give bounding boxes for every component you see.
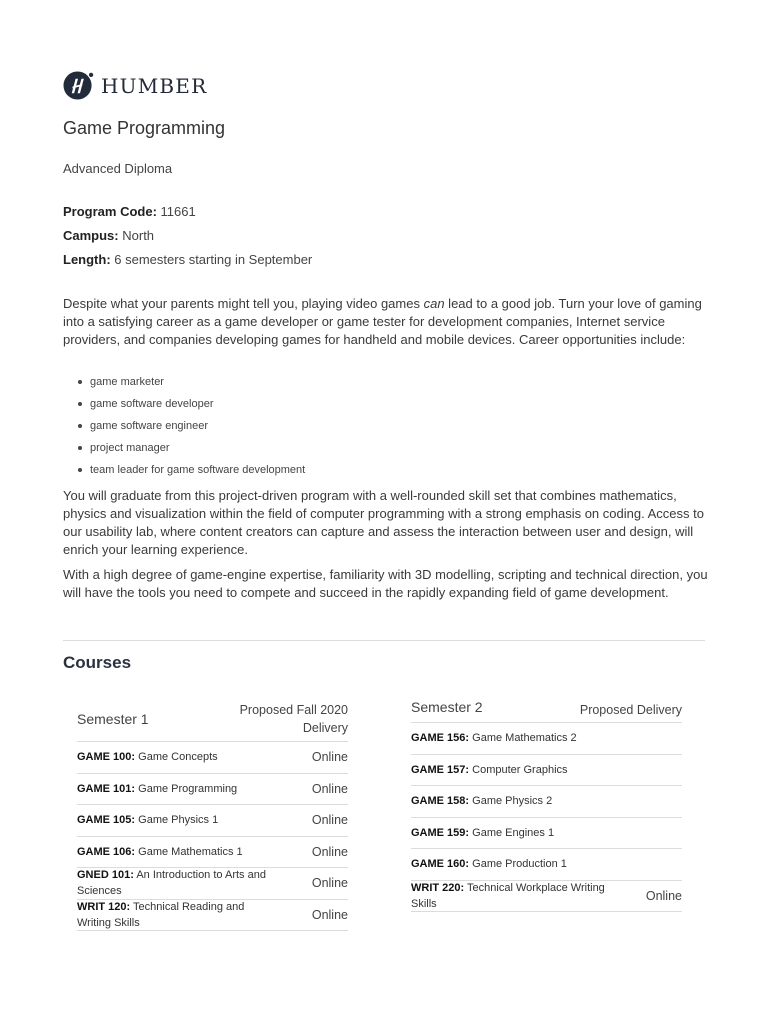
course-code: GAME 105:	[77, 814, 136, 827]
course-name: Game Engines 1	[472, 826, 555, 839]
course-name: Technical Workplace Writing Skills	[411, 881, 605, 910]
course-cell	[77, 781, 237, 797]
course-code: GAME 160:	[411, 858, 470, 871]
table-row	[77, 837, 348, 869]
course-code: WRIT 120:	[77, 900, 131, 913]
semester-2-name: Semester 2	[411, 699, 483, 715]
intro-text-end: lead to a good job. Turn your love of gaming into a satisfying career as a game developer or game tester for development companies, Internet service providers, and companies developing games for handheld and mobile devices. Career opportunities include:	[63, 296, 702, 347]
course-cell	[411, 880, 626, 912]
course-cell	[77, 867, 282, 899]
program-code-label: Program Code:	[63, 204, 157, 219]
course-code: GAME 159:	[411, 826, 470, 839]
course-delivery: Online	[311, 781, 348, 796]
course-name: Game Programming	[138, 782, 238, 795]
course-cell	[411, 730, 577, 746]
humber-logo	[63, 70, 207, 101]
course-delivery: Online	[645, 888, 682, 903]
program-campus	[63, 228, 154, 243]
course-cell	[77, 844, 243, 860]
list-item: team leader for game software development	[78, 461, 305, 483]
table-row	[77, 805, 348, 837]
semester-1-delivery-header: Proposed Fall 2020 Delivery	[239, 703, 348, 735]
course-name: Game Physics 1	[138, 814, 219, 827]
table-row	[411, 755, 682, 787]
semester-2-table	[411, 692, 682, 912]
program-length-value: 6 semesters starting in September	[114, 252, 313, 267]
course-code: WRIT 220:	[411, 881, 465, 894]
intro-emphasis: can	[423, 296, 445, 311]
semester-1-header	[77, 697, 348, 742]
table-row	[411, 849, 682, 881]
table-row	[77, 742, 348, 774]
course-delivery: Online	[311, 876, 348, 891]
course-cell	[411, 793, 552, 809]
semester-1-table	[77, 697, 348, 931]
table-row	[411, 881, 682, 913]
course-name: An Introduction to Arts and Sciences	[77, 869, 266, 898]
course-name: Game Concepts	[138, 751, 218, 764]
course-code: GNED 101:	[77, 869, 134, 882]
program-length	[63, 252, 312, 267]
course-cell	[411, 762, 568, 778]
semester-2-delivery-header: Proposed Delivery	[579, 703, 682, 717]
intro-paragraph	[63, 295, 713, 349]
program-code	[63, 204, 196, 219]
list-item: game software engineer	[78, 417, 305, 439]
course-code: GAME 158:	[411, 795, 470, 808]
program-paragraph-2: You will graduate from this project-driven program with a well-rounded skill set that combines mathematics, physics and visualization within the field of computer programming with a strong emphasis on coding. Access to our usability lab, where content creators can capture and assess the interaction between user and design, will enrich your learning experience.	[63, 488, 704, 557]
course-cell	[411, 825, 554, 841]
course-cell	[411, 856, 567, 872]
brand-name: HUMBER	[101, 73, 208, 98]
course-name: Game Mathematics 1	[138, 845, 243, 858]
courses-heading: Courses	[63, 653, 132, 672]
program-code-value: 11661	[160, 204, 196, 219]
course-name: Computer Graphics	[472, 763, 568, 776]
humber-logo-icon	[63, 70, 94, 101]
course-cell	[77, 812, 218, 828]
list-item: game marketer	[78, 373, 305, 395]
program-credential: Advanced Diploma	[63, 161, 173, 176]
course-cell	[77, 749, 218, 765]
table-row	[411, 723, 682, 755]
course-code: GAME 100:	[77, 751, 136, 764]
course-name: Game Mathematics 2	[472, 732, 577, 745]
course-delivery: Online	[311, 813, 348, 828]
course-delivery: Online	[311, 907, 348, 922]
course-delivery: Online	[311, 844, 348, 859]
program-length-label: Length:	[63, 252, 111, 267]
program-paragraph-3: With a high degree of game-engine expertise, familiarity with 3D modelling, scripting and technical direction, you will have the tools you need to compete and succeed in the rapidly expanding field of game development.	[63, 567, 708, 600]
section-divider	[63, 640, 705, 641]
intro-text-start: Despite what your parents might tell you, playing video games	[63, 296, 424, 311]
course-cell	[77, 899, 267, 931]
course-name: Technical Reading and Writing Skills	[77, 900, 245, 929]
program-campus-value: North	[122, 228, 155, 243]
course-code: GAME 156:	[411, 732, 470, 745]
program-campus-label: Campus:	[63, 228, 119, 243]
course-code: GAME 106:	[77, 845, 136, 858]
program-title: Game Programming	[63, 118, 226, 138]
semester-2-header	[411, 692, 682, 723]
list-item: game software developer	[78, 395, 305, 417]
semester-1-name: Semester 1	[77, 711, 149, 727]
table-row	[77, 868, 348, 900]
course-delivery: Online	[311, 750, 348, 765]
table-row	[411, 818, 682, 850]
career-list	[78, 373, 305, 483]
table-row	[411, 786, 682, 818]
table-row	[77, 774, 348, 806]
table-row	[77, 900, 348, 932]
list-item: project manager	[78, 439, 305, 461]
course-code: GAME 101:	[77, 782, 136, 795]
course-code: GAME 157:	[411, 763, 470, 776]
course-name: Game Physics 2	[472, 795, 553, 808]
course-name: Game Production 1	[472, 858, 567, 871]
